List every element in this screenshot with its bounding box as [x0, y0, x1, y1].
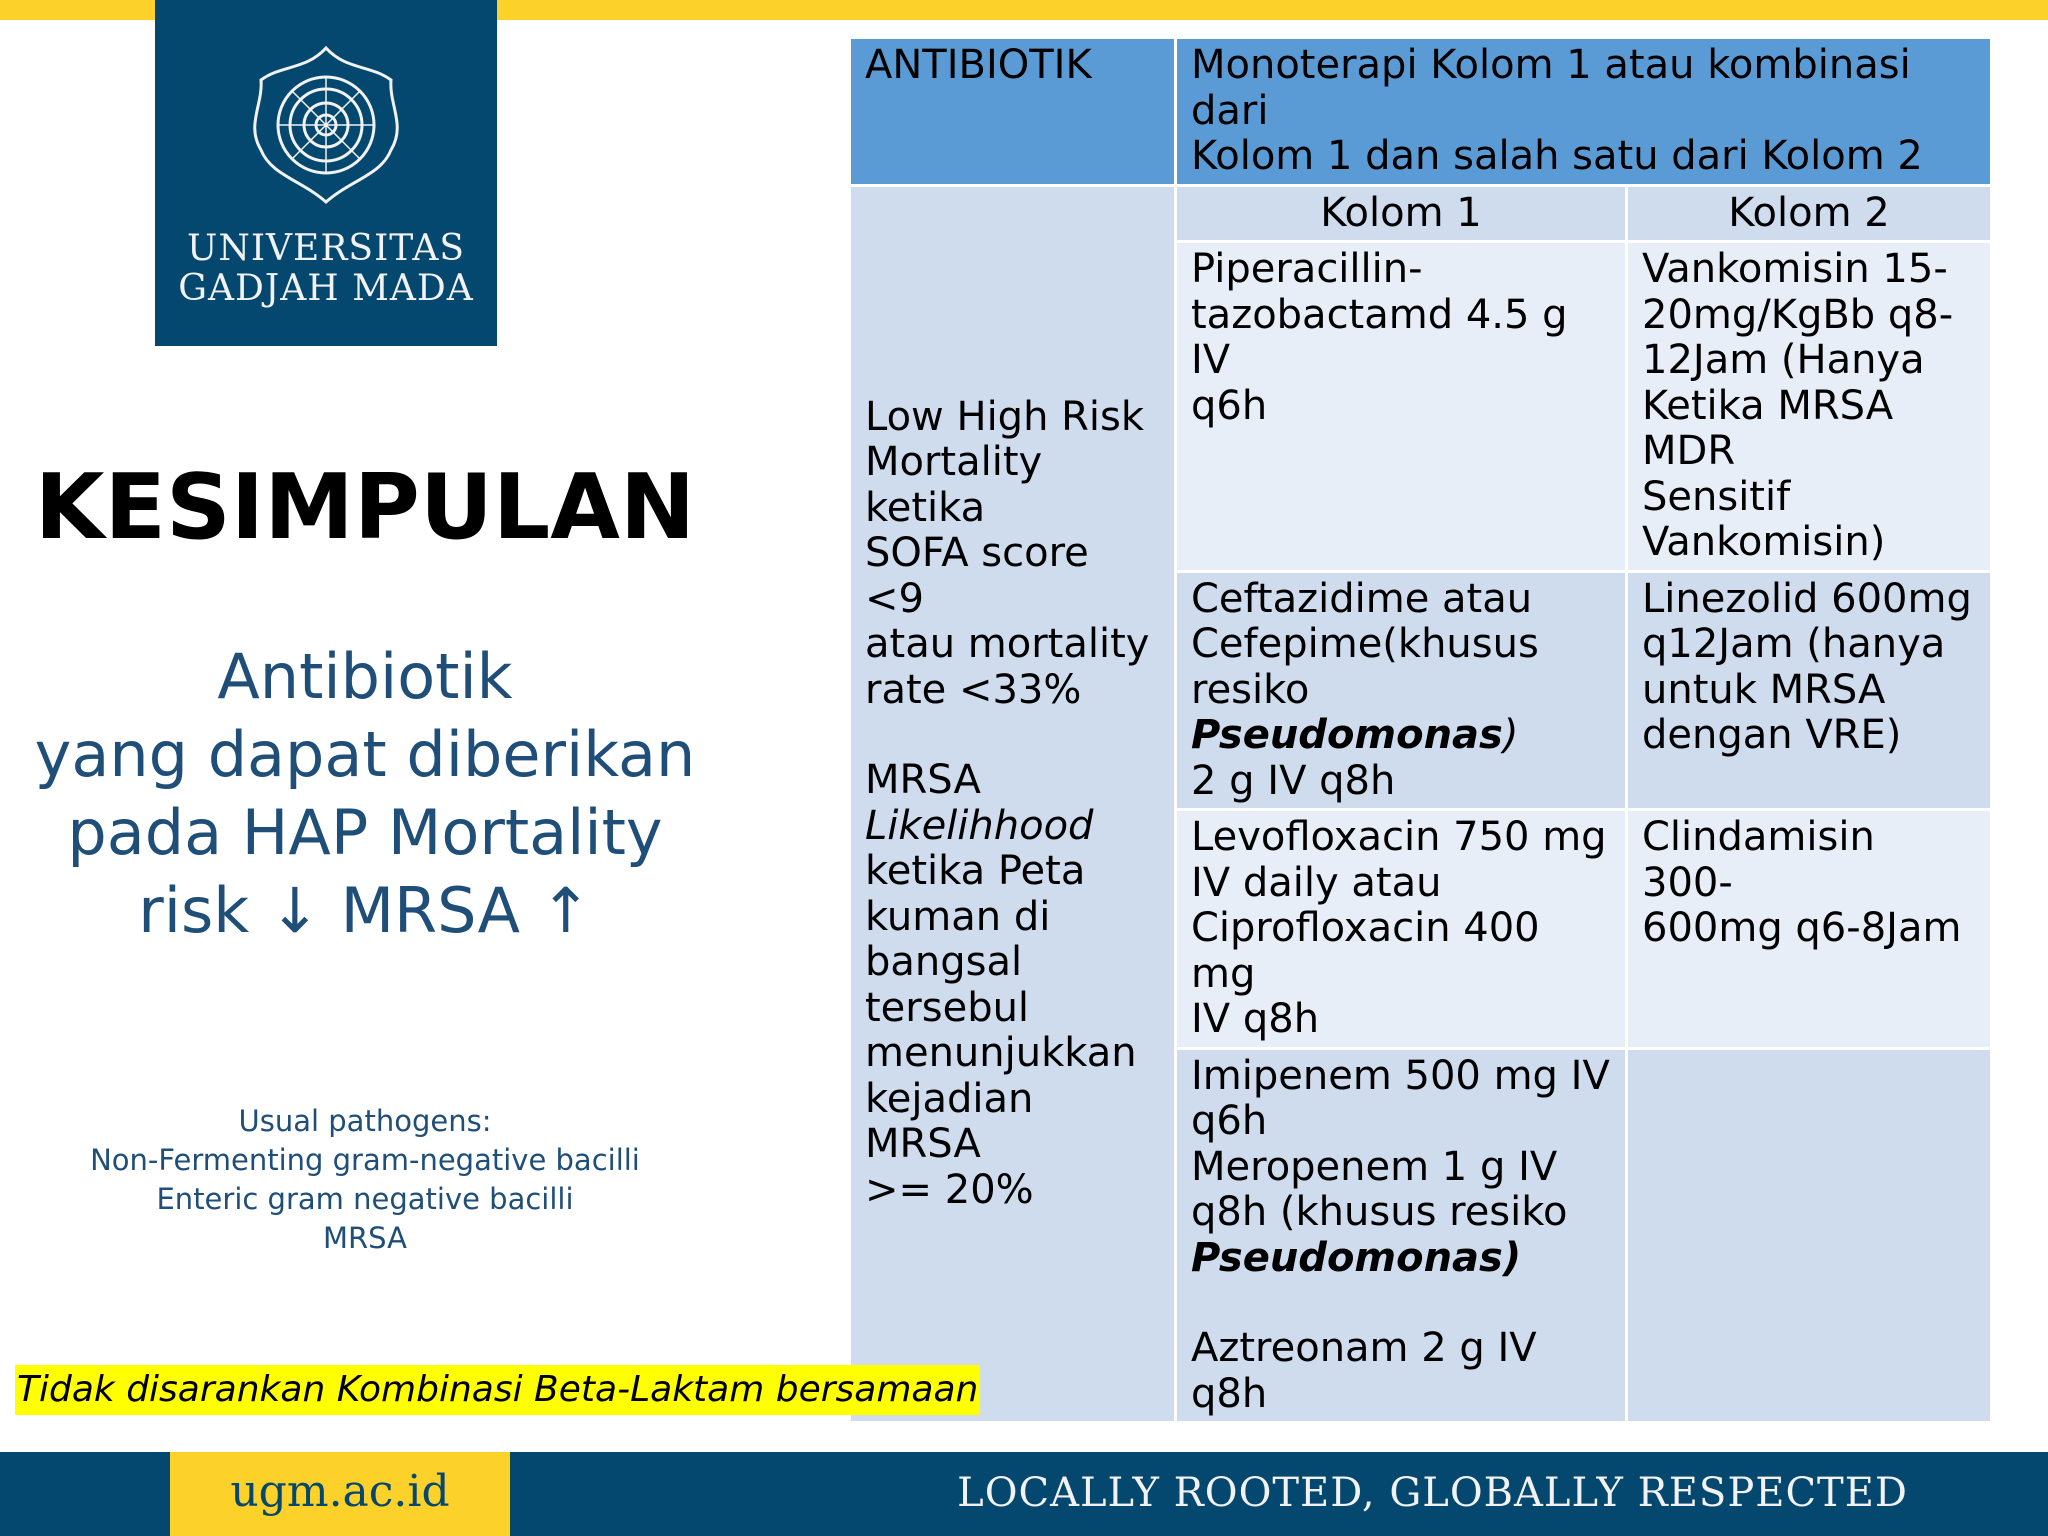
cell-line: Vankomisin 15- — [1642, 246, 1948, 292]
cell-line: Meropenem 1 g IV — [1191, 1143, 1558, 1190]
criteria-line: >= 20% — [865, 1166, 1034, 1213]
criteria-line: bangsal — [865, 939, 1023, 985]
cell-line: Cefepime(khusus — [1191, 621, 1539, 667]
cell-line: 20mg/KgBb q8- — [1642, 291, 1954, 338]
cell-line: Vankomisin) — [1642, 519, 1886, 565]
cell-line: Piperacillin- — [1191, 246, 1423, 292]
page-title: KESIMPULAN — [34, 455, 696, 560]
cell-line: tazobactamd 4.5 g IV — [1191, 291, 1568, 383]
criteria-line: SOFA score <9 — [865, 530, 1089, 622]
cell-line: Linezolid 600mg — [1642, 575, 1972, 622]
table-cell — [1627, 571, 1992, 810]
cell-line: untuk MRSA — [1642, 666, 1886, 713]
highlighted-note: Tidak disarankan Kombinasi Beta-Laktam bersamaan — [15, 1365, 980, 1415]
criteria-line: rate <33% — [865, 666, 1082, 713]
footer-url[interactable]: ugm.ac.id — [230, 1466, 450, 1517]
criteria-line: MRSA — [865, 757, 981, 803]
criteria-line: Mortality ketika — [865, 439, 1043, 531]
cell-line: dengan VRE) — [1642, 712, 1902, 758]
criteria-line: menunjukkan — [865, 1030, 1137, 1076]
table-cell — [1176, 571, 1627, 810]
pathogens-line: MRSA — [323, 1221, 407, 1255]
cell-line: Aztreonam 2 g IV q8h — [1191, 1325, 1537, 1417]
cell-line: IV daily atau — [1191, 859, 1442, 906]
criteria-line: Likelihhood — [865, 802, 1094, 849]
table-cell — [1627, 242, 1992, 572]
subtitle-line: Antibiotik — [217, 640, 513, 713]
kolom1-header: Kolom 1 — [1176, 185, 1627, 242]
subtitle — [0, 638, 730, 950]
risk-criteria-cell — [850, 185, 1176, 1423]
logo-text-line1: UNIVERSITAS — [186, 228, 466, 269]
table-cell — [1176, 1048, 1627, 1423]
antibiotic-table — [848, 36, 1993, 1424]
university-logo — [155, 0, 497, 346]
table-cell — [1627, 810, 1992, 1049]
logo-text-line2: GADJAH MADA — [178, 268, 474, 309]
cell-line: Sensitif — [1642, 473, 1791, 520]
cell-line: Imipenem 500 mg IV — [1191, 1052, 1610, 1099]
cell-line: q6h — [1191, 382, 1268, 429]
header-desc-line: Kolom 1 dan salah satu dari Kolom 2 — [1191, 133, 1923, 179]
header-antibiotik — [850, 38, 1176, 186]
cell-line: 12Jam (Hanya — [1642, 337, 1925, 383]
criteria-line: Low High Risk — [865, 393, 1145, 440]
pathogens-line: Enteric gram negative bacilli — [156, 1182, 574, 1216]
cell-line: Levofloxacin 750 mg — [1191, 814, 1607, 860]
cell-line — [1191, 668, 1611, 759]
header-antibiotik-label: ANTIBIOTIK — [865, 42, 1092, 88]
criteria-line: atau mortality — [865, 621, 1150, 667]
cell-text-emphasis: Pseudomonas — [1191, 712, 1503, 758]
cell-line: Pseudomonas) — [1191, 1234, 1522, 1281]
cell-line: q6h — [1191, 1098, 1268, 1144]
cell-line: Ciprofloxacin 400 mg — [1191, 905, 1540, 997]
table-cell — [1176, 810, 1627, 1049]
pathogens-line: Usual pathogens: — [238, 1104, 492, 1138]
criteria-line: kuman di — [865, 893, 1051, 940]
kolom2-header: Kolom 2 — [1627, 185, 1992, 242]
cell-line: 2 g IV q8h — [1191, 757, 1396, 804]
cell-line: Ceftazidime atau — [1191, 575, 1533, 622]
cell-line: IV q8h — [1191, 996, 1320, 1042]
criteria-line: ketika Peta — [865, 848, 1086, 894]
ugm-seal-icon — [241, 40, 411, 210]
cell-line: 600mg q6-8Jam — [1642, 905, 1962, 951]
cell-line: q8h (khusus resiko — [1191, 1189, 1568, 1235]
cell-line: Clindamisin 300- — [1642, 814, 1875, 906]
header-description — [1176, 38, 1992, 186]
subtitle-line: pada HAP Mortality — [67, 796, 663, 869]
criteria-line: tersebul — [865, 984, 1030, 1031]
header-desc-line: Monoterapi Kolom 1 atau kombinasi dari — [1191, 42, 1911, 134]
cell-text: resiko — [1191, 666, 1310, 713]
footer-tagline: LOCALLY ROOTED, GLOBALLY RESPECTED — [957, 1470, 1908, 1516]
subtitle-line: yang dapat diberikan — [34, 718, 696, 791]
cell-line: Ketika MRSA MDR — [1642, 382, 1894, 474]
cell-text: ) — [1502, 712, 1519, 758]
criteria-line: kejadian MRSA — [865, 1075, 1034, 1167]
table-cell — [1176, 242, 1627, 572]
table-cell-empty — [1627, 1048, 1992, 1423]
subtitle-line: risk ↓ MRSA ↑ — [138, 874, 592, 947]
cell-line: q12Jam (hanya — [1642, 621, 1946, 667]
usual-pathogens — [0, 1102, 730, 1258]
pathogens-line: Non-Fermenting gram-negative bacilli — [90, 1143, 640, 1177]
